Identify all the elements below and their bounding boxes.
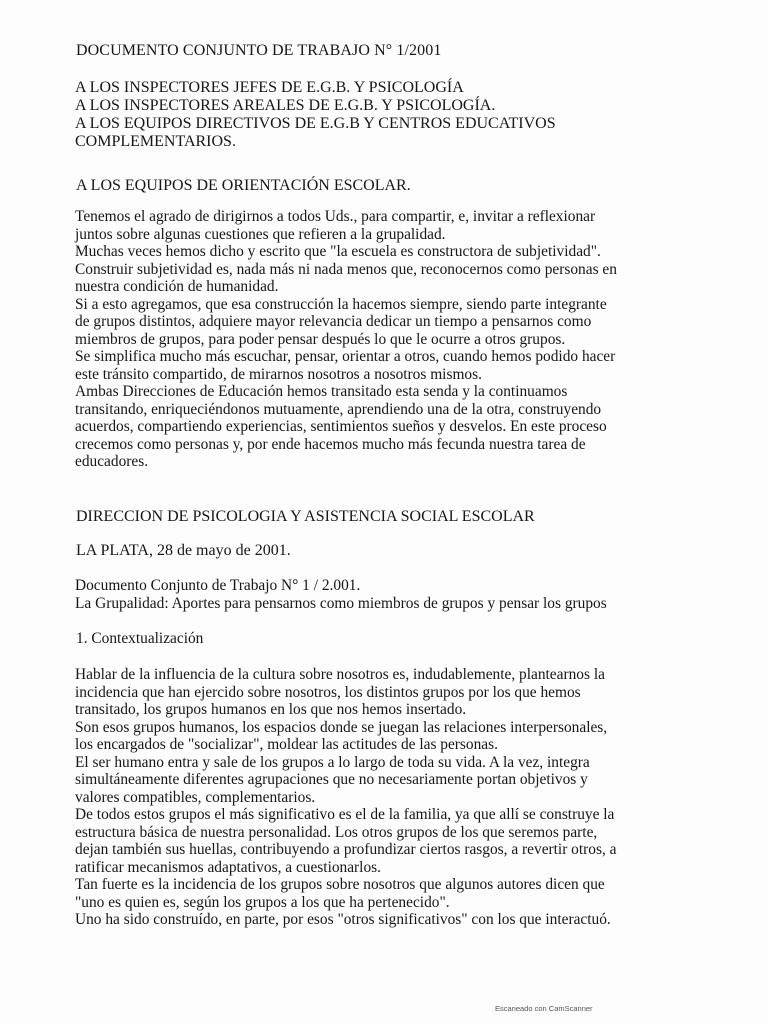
intro-line: Si a esto agregamos, que esa construcción la hacemos siempre, siendo parte integrante [75, 295, 607, 313]
body-line: ratificar mecanismos adaptativos, a cuestionarlos. [75, 858, 381, 876]
signatory-heading: DIRECCION DE PSICOLOGIA Y ASISTENCIA SOCIAL ESCOLAR [76, 508, 535, 525]
scanner-watermark: Escaneado con CamScanner [495, 1004, 593, 1013]
intro-line: miembros de grupos, para poder pensar después lo que le ocurre a otros grupos. [75, 330, 566, 348]
section-heading: 1. Contextualización [76, 630, 204, 647]
intro-line: nuestra condición de humanidad. [75, 278, 279, 295]
body-line: "uno es quien es, según los grupos a los que ha pertenecido". [75, 893, 450, 911]
body-line: El ser humano entra y sale de los grupos a lo largo de toda su vida. A la vez, integra [75, 753, 590, 771]
intro-line: Construir subjetividad es, nada más ni nada menos que, reconocernos como personas en [75, 260, 617, 278]
body-line: Hablar de la influencia de la cultura sobre nosotros es, indudablemente, plantearnos la [75, 666, 605, 683]
addressee-line: A LOS INSPECTORES AREALES DE E.G.B. Y PSICOLOGÍA. [75, 97, 496, 114]
intro-line: juntos sobre algunas cuestiones que refieren a la grupalidad. [75, 225, 446, 243]
body-line: Uno ha sido construído, en parte, por esos "otros significativos" con los que interactuó. [75, 911, 611, 928]
orientation-addressee: A LOS EQUIPOS DE ORIENTACIÓN ESCOLAR. [76, 177, 411, 194]
addressee-line: A LOS EQUIPOS DIRECTIVOS DE E.G.B Y CENTROS EDUCATIVOS [75, 115, 556, 132]
intro-line: Ambas Direcciones de Educación hemos transitado esta senda y la continuamos [75, 383, 568, 400]
place-date: LA PLATA, 28 de mayo de 2001. [76, 542, 291, 559]
document-reference [75, 577, 693, 613]
intro-line: educadores. [75, 453, 149, 470]
body-line: incidencia que han ejercido sobre nosotros, los distintos grupos por los que hemos [75, 683, 581, 701]
body-line: simultáneamente diferentes agrupaciones que no necesariamente portan objetivos y [75, 771, 588, 788]
body-line: estructura básica de nuestra personalidad. Los otros grupos de los que seremos parte, [75, 823, 598, 841]
body-line: valores compatibles, complementarios. [75, 788, 316, 806]
intro-line: Muchas veces hemos dicho y escrito que "la escuela es constructora de subjetividad". [75, 243, 601, 260]
intro-line: crecemos como personas y, por ende hacemos mucho más fecunda nuestra tarea de [75, 435, 586, 453]
document-title: DOCUMENTO CONJUNTO DE TRABAJO N° 1/2001 [76, 42, 442, 59]
body-line: dejan también sus huellas, contribuyendo a profundizar ciertos rasgos, a revertir otros, a [75, 841, 617, 858]
addressee-list [75, 79, 693, 151]
intro-paragraph [75, 208, 693, 471]
document-reference-line: La Grupalidad: Aportes para pensarnos como miembros de grupos y pensar los grupos [75, 595, 607, 612]
intro-line: Tenemos el agrado de dirigirnos a todos Uds., para compartir, e, invitar a reflexionar [75, 208, 596, 225]
intro-line: de grupos distintos, adquiere mayor relevancia dedicar un tiempo a pensarnos como [75, 313, 592, 330]
intro-line: este tránsito compartido, de mirarnos nosotros a nosotros mismos. [75, 365, 482, 383]
intro-line: transitando, enriqueciéndonos mutuamente, aprendiendo una de la otra, construyendo [75, 400, 602, 418]
body-line: Son esos grupos humanos, los espacios donde se juegan las relaciones interpersonales, [75, 718, 608, 736]
body-line: De todos estos grupos el más significativo es el de la familia, ya que allí se construye la [75, 806, 615, 823]
intro-line: acuerdos, compartiendo experiencias, sentimientos sueños y desvelos. En este proceso [75, 418, 607, 435]
document-reference-line: Documento Conjunto de Trabajo N° 1 / 2.001. [75, 577, 361, 594]
body-line: transitado, los grupos humanos en los que nos hemos insertado. [75, 701, 467, 718]
body-line: los encargados de "socializar", moldear las actitudes de las personas. [75, 736, 498, 753]
body-line: Tan fuerte es la incidencia de los grupos sobre nosotros que algunos autores dicen que [75, 876, 605, 893]
addressee-line: COMPLEMENTARIOS. [75, 133, 236, 150]
body-paragraph [75, 666, 715, 929]
addressee-line: A LOS INSPECTORES JEFES DE E.G.B. Y PSICOLOGÍA [75, 79, 464, 96]
intro-line: Se simplifica mucho más escuchar, pensar, orientar a otros, cuando hemos podido hacer [75, 348, 616, 365]
